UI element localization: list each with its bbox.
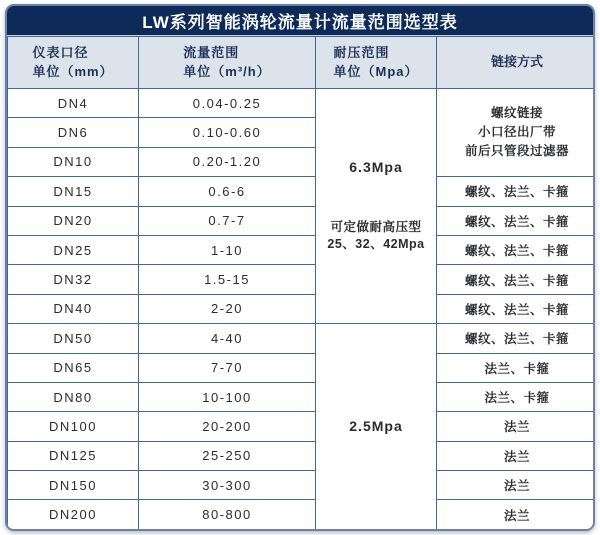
table-row: [8, 177, 596, 206]
connection-cell: 法兰: [437, 471, 596, 500]
range-cell: 0.6-6: [139, 177, 316, 206]
header-diameter-line2: 单位（mm）: [32, 63, 114, 79]
column-header-flow-range: [139, 37, 316, 89]
range-cell: 7-70: [139, 353, 316, 382]
range-cell: 0.20-1.20: [139, 147, 316, 176]
table-row: [8, 235, 596, 264]
header-pressure-line1: 耐压范围: [333, 44, 390, 60]
table-row: [8, 294, 596, 323]
range-cell: 0.04-0.25: [139, 89, 316, 118]
connection-cell: 螺纹、法兰、卡箍: [437, 294, 596, 323]
dn-cell: DN50: [8, 324, 139, 353]
header-flow-line2: 单位（m³/h）: [183, 63, 271, 79]
connection-cell: 螺纹、法兰、卡箍: [437, 177, 596, 206]
connection-cell: 法兰: [437, 412, 596, 441]
column-header-connection: [437, 37, 596, 89]
small-bore-line2: 小口径出厂带: [477, 124, 556, 139]
range-cell: 0.10-0.60: [139, 118, 316, 147]
table-row: [8, 382, 596, 411]
selection-table: [5, 4, 595, 531]
range-cell: 1.5-15: [139, 265, 316, 294]
connection-cell: 螺纹、法兰、卡箍: [437, 265, 596, 294]
table-title-text: LW系列智能涡轮流量计流量范围选型表: [142, 13, 458, 32]
pressure-value-group2: 2.5Mpa: [349, 418, 403, 435]
range-cell: 25-250: [139, 441, 316, 470]
range-cell: 4-40: [139, 324, 316, 353]
connection-cell-small-bore: [437, 89, 596, 177]
column-header-pressure: [316, 37, 437, 89]
connection-cell: 螺纹、法兰、卡箍: [437, 206, 596, 235]
dn-cell: DN20: [8, 206, 139, 235]
connection-cell: 法兰、卡箍: [437, 353, 596, 382]
header-pressure-line2: 单位（Mpa）: [333, 63, 419, 79]
range-cell: 10-100: [139, 382, 316, 411]
pressure-cell-group1: [316, 89, 437, 324]
table-title: [7, 6, 593, 36]
dn-cell: DN15: [8, 177, 139, 206]
table-row: [8, 324, 596, 353]
range-cell: 80-800: [139, 500, 316, 529]
spec-table: [7, 36, 595, 530]
pressure-cell-group2: [316, 324, 437, 530]
range-cell: 2-20: [139, 294, 316, 323]
header-row: [8, 37, 596, 89]
table-row: [8, 353, 596, 382]
connection-cell: 螺纹、法兰、卡箍: [437, 324, 596, 353]
header-diameter-line1: 仪表口径: [32, 44, 89, 60]
connection-cell: 法兰: [437, 441, 596, 470]
range-cell: 1-10: [139, 235, 316, 264]
connection-cell: 法兰、卡箍: [437, 382, 596, 411]
pressure-note-group1: 可定做耐高压型 25、32、42Mpa: [327, 219, 425, 252]
dn-cell: DN32: [8, 265, 139, 294]
connection-cell: 法兰: [437, 500, 596, 529]
small-bore-line1: 螺纹链接: [490, 105, 543, 120]
dn-cell: DN10: [8, 147, 139, 176]
dn-cell: DN125: [8, 441, 139, 470]
column-header-diameter: [8, 37, 139, 89]
pressure-value-group1: 6.3Mpa: [349, 158, 403, 175]
dn-cell: DN40: [8, 294, 139, 323]
range-cell: 20-200: [139, 412, 316, 441]
range-cell: 30-300: [139, 471, 316, 500]
table-row: [8, 206, 596, 235]
table-row: [8, 89, 596, 118]
connection-cell: 螺纹、法兰、卡箍: [437, 235, 596, 264]
small-bore-line3: 前后只管段过滤器: [464, 144, 569, 159]
header-connection-label: 链接方式: [490, 54, 543, 70]
table-row: [8, 441, 596, 470]
dn-cell: DN25: [8, 235, 139, 264]
dn-cell: DN6: [8, 118, 139, 147]
table-row: [8, 412, 596, 441]
dn-cell: DN65: [8, 353, 139, 382]
header-flow-line1: 流量范围: [183, 44, 240, 60]
table-row: [8, 471, 596, 500]
dn-cell: DN200: [8, 500, 139, 529]
dn-cell: DN150: [8, 471, 139, 500]
dn-cell: DN80: [8, 382, 139, 411]
dn-cell: DN4: [8, 89, 139, 118]
range-cell: 0.7-7: [139, 206, 316, 235]
table-row: [8, 500, 596, 529]
dn-cell: DN100: [8, 412, 139, 441]
table-row: [8, 265, 596, 294]
